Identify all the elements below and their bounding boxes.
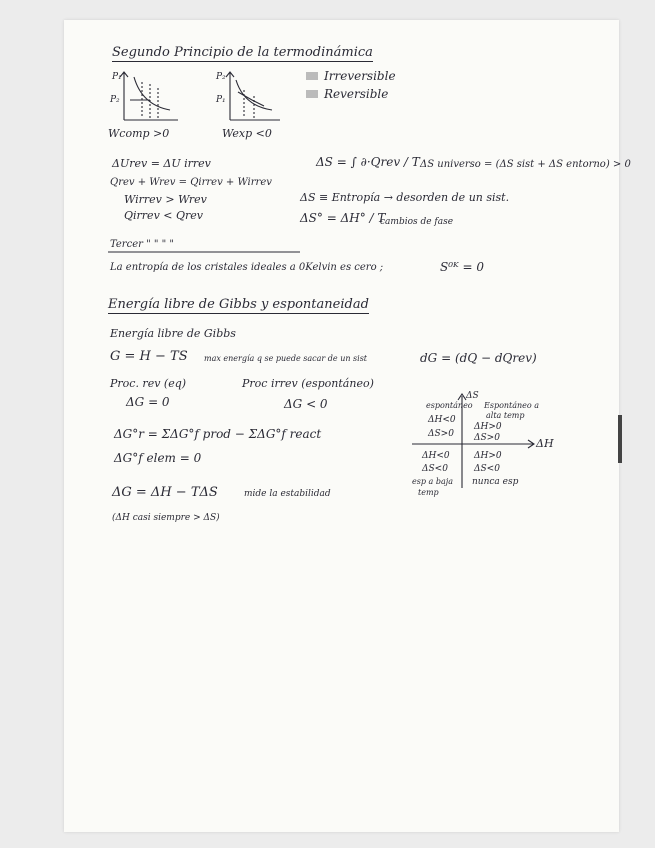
quadrant-bl-line1: ΔH<0 bbox=[422, 451, 450, 461]
quadrant-bl-line4: temp bbox=[418, 488, 439, 497]
legend-irreversible: Irreversible bbox=[324, 69, 396, 83]
entropy-universe: ΔS universo = (ΔS sist + ΔS entorno) > 0 bbox=[420, 159, 631, 170]
graph-right-caption: Wexp <0 bbox=[222, 127, 272, 140]
relation-work: Wirrev > Wrev bbox=[124, 193, 207, 206]
graph-right-p-low: P₁ bbox=[216, 95, 226, 105]
quadrant-br-line1: ΔH>0 bbox=[474, 451, 502, 461]
gibbs-heading: Energía libre de Gibbs y espontaneidad bbox=[108, 297, 369, 312]
quadrant-tr-line4: ΔS>0 bbox=[474, 433, 500, 443]
third-law-formula: S⁰ᴷ = 0 bbox=[440, 260, 484, 274]
gibbs-definition: G = H − TS bbox=[110, 349, 188, 364]
gibbs-formation: ΔG°r = ΣΔG°f prod − ΣΔG°f react bbox=[114, 427, 322, 441]
page-title: Segundo Principio de la termodinámica bbox=[112, 45, 373, 60]
quadrant-tl-line3: ΔS>0 bbox=[428, 429, 454, 439]
gibbs-subheading: Energía libre de Gibbs bbox=[110, 327, 236, 340]
quadrant-br-line2: ΔS<0 bbox=[474, 464, 500, 474]
entropy-integral: ΔS = ∫ ∂·Qrev / T bbox=[316, 155, 420, 169]
quadrant-tl-line1: espontáneo bbox=[426, 401, 473, 410]
quadrant-axis-s: ΔS bbox=[466, 391, 479, 401]
gibbs-differential: dG = (dQ − dQrev) bbox=[420, 351, 537, 365]
entropy-phase: ΔS° = ΔH° / T bbox=[300, 211, 386, 225]
gibbs-main-note: mide la estabilidad bbox=[244, 489, 331, 499]
quadrant-axis-h: ΔH bbox=[536, 437, 554, 450]
third-law-statement: La entropía de los cristales ideales a 0Kelvin es cero ; bbox=[110, 262, 384, 273]
quadrant-br-line3: nunca esp bbox=[472, 477, 519, 487]
quadrant-tr-line3: ΔH>0 bbox=[474, 422, 502, 432]
entropy-phase-note: cambios de fase bbox=[380, 217, 454, 227]
gibbs-irrev-label: Proc irrev (espontáneo) bbox=[242, 377, 374, 390]
quadrant-bl-line3: esp a baja bbox=[412, 477, 453, 486]
relation-heat-work: Qrev + Wrev = Qirrev + Wirrev bbox=[110, 177, 272, 188]
gibbs-rev-eq: ΔG = 0 bbox=[126, 395, 170, 409]
gibbs-irrev-eq: ΔG < 0 bbox=[284, 397, 328, 411]
gibbs-main-equation: ΔG = ΔH − TΔS bbox=[112, 485, 218, 500]
gibbs-rev-label: Proc. rev (eq) bbox=[110, 377, 187, 390]
relation-energy: ΔUrev = ΔU irrev bbox=[112, 157, 211, 170]
legend-reversible: Reversible bbox=[324, 87, 389, 101]
third-law-heading: Tercer " " " " bbox=[110, 239, 175, 250]
quadrant-tr-line2: alta temp bbox=[486, 411, 525, 420]
graph-right-p-high: P₂ bbox=[216, 72, 226, 82]
graph-left-p-low: P₂ bbox=[110, 95, 120, 105]
gibbs-element: ΔG°f elem = 0 bbox=[114, 451, 202, 465]
gibbs-definition-note: max energía q se puede sacar de un sist bbox=[204, 354, 368, 363]
quadrant-bl-line2: ΔS<0 bbox=[422, 464, 448, 474]
graph-left-p-high: P₁ bbox=[112, 72, 122, 82]
graph-left-caption: Wcomp >0 bbox=[108, 127, 170, 140]
quadrant-tr-line1: Espontáneo a bbox=[484, 401, 540, 410]
quadrant-tl-line2: ΔH<0 bbox=[428, 415, 456, 425]
gibbs-footnote: (ΔH casi siempre > ΔS) bbox=[112, 513, 220, 523]
entropy-definition: ΔS ≡ Entropía → desorden de un sist. bbox=[300, 191, 510, 204]
relation-heat: Qirrev < Qrev bbox=[124, 209, 203, 222]
